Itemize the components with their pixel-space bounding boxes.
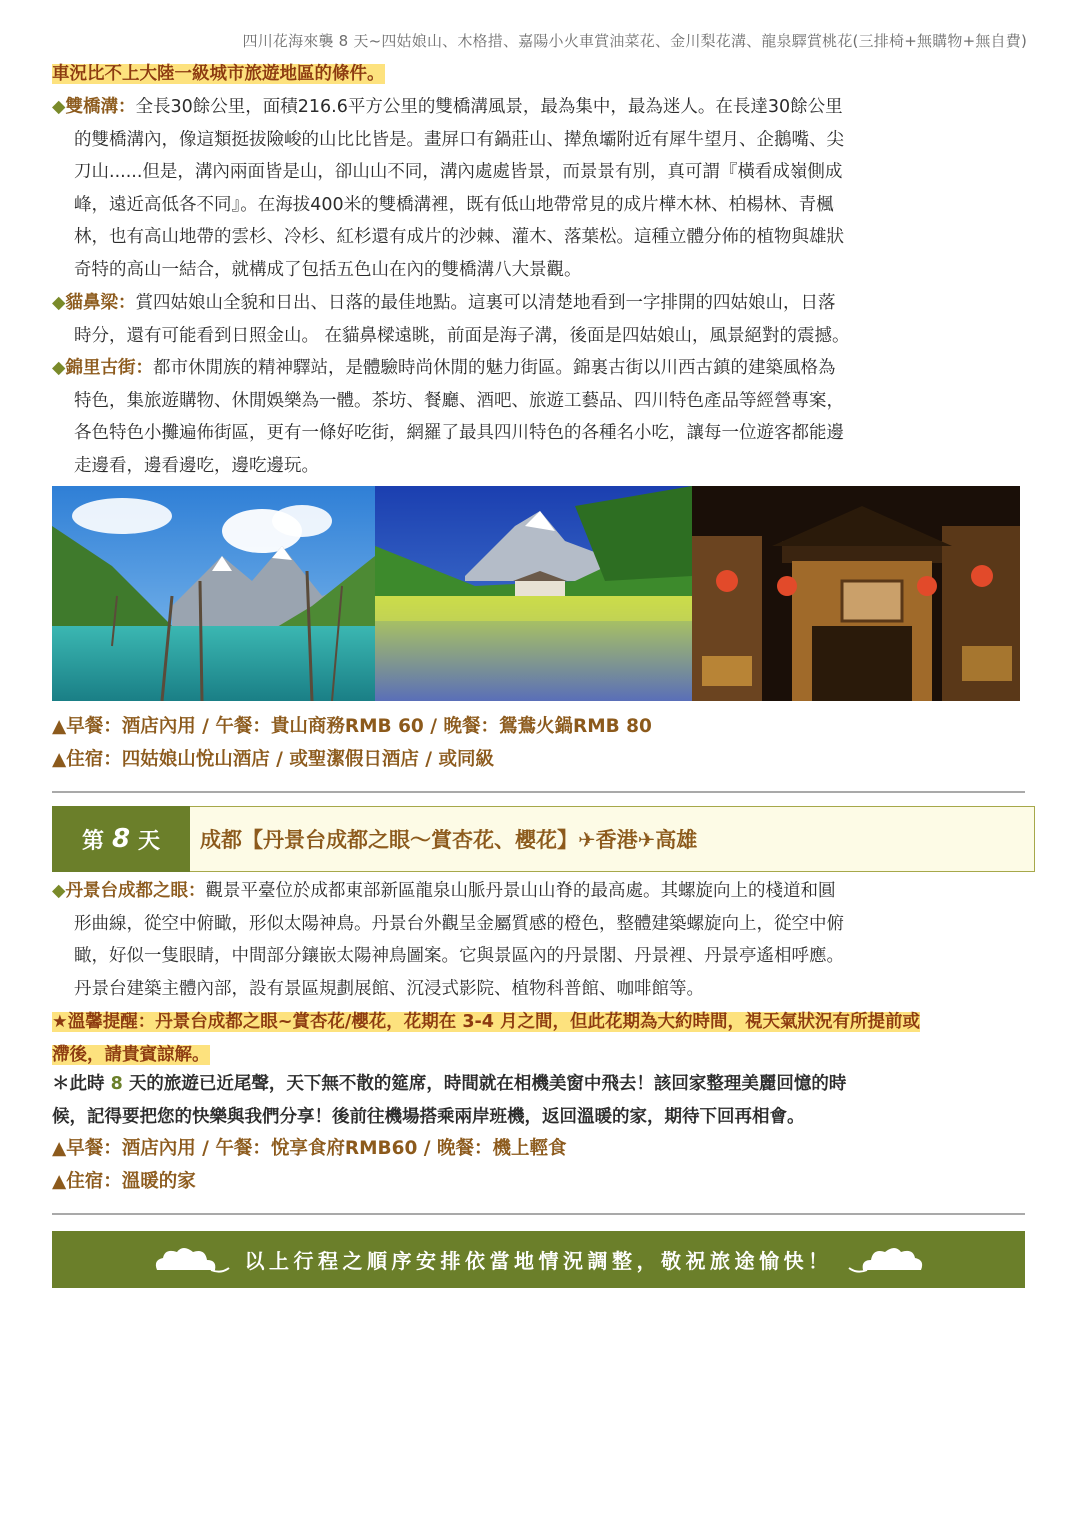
day8-banner [52,806,1035,872]
spot-paragraph [52,352,1032,385]
spot-line: 丹景台建築主體內部，設有景區規劃展館、沉浸式影院、植物科普館、咖啡館等。 [74,978,704,999]
continued-note [52,58,385,91]
spot-line: 各色特色小攤遍佈街區，更有一條好吃街，網羅了最具四川特色的各種名小吃，讓每一位遊客都能邊 [74,423,844,444]
cloud-ornament-icon [847,1240,927,1280]
spot-danjingtai [52,875,1032,1005]
spot-maobiliang [52,287,1032,352]
spot-line: 全長30餘公里，面積216.6平方公里的雙橋溝風景，最為集中，最為迷人。在長達30餘公里 [135,97,843,117]
cloud-ornament-icon [151,1240,231,1280]
day-number: 8 [111,824,131,854]
day8-title: 成都【丹景台成都之眼～賞杏花、櫻花】✈香港✈高雄 [190,806,1035,872]
closing-pre: ＊此時 [52,1074,111,1094]
spot-line: 形曲線，從空中俯瞰，形似太陽神鳥。丹景台外觀呈金屬質感的橙色，整體建築螺旋向上，從空中俯 [74,913,844,934]
spot-line: 走邊看，邊看邊吃，邊吃邊玩。 [74,455,319,476]
reminder-line: ★溫馨提醒：丹景台成都之眼~賞杏花/櫻花，花期在 3-4 月之間，但此花期為大約時間，視天氣狀況有所提前或 [52,1012,921,1032]
day8-badge [52,806,190,872]
continued-note-text: 車況比不上大陸一級城市旅遊地區的條件。 [52,64,385,84]
spot-line: 奇特的高山一結合，就構成了包括五色山在內的雙橋溝八大景觀。 [74,259,582,280]
spot-label: 雙橋溝： [65,97,136,117]
photo-ancient-street [692,486,1020,701]
spot-paragraph [52,91,1032,124]
lake-mountain-image [52,486,375,701]
photo-strip [52,486,1020,701]
day7-meals: ▲早餐：酒店內用 / 午餐：貴山商務RMB 60 / 晚餐：鴛鴦火鍋RMB 80 [52,716,652,737]
meadow-image [375,486,692,701]
day8-hotel: ▲住宿：溫暖的家 [52,1171,196,1192]
reminder-line: 滯後，請貴賓諒解。 [52,1044,210,1065]
photo-lake-mountains [52,486,375,701]
divider [52,1213,1025,1215]
closing-line: 候，記得要把您的快樂與我們分享！後前往機場搭乘兩岸班機，返回溫暖的家，期待下回再相會。 [52,1106,805,1127]
spot-line: 林，也有高山地帶的雲杉、冷杉、紅杉還有成片的沙棘、灌木、落葉松。這種立體分佈的植物與雄狀 [74,227,844,248]
spot-label: 錦里古街： [65,358,153,378]
spot-line: 瞰，好似一隻眼睛，中間部分鑲嵌太陽神鳥圖案。它與景區內的丹景閣、丹景裡、丹景亭遙相呼應。 [74,946,844,967]
spot-line: 時分，還有可能看到日照金山。 在貓鼻樑遠眺，前面是海子溝，後面是四姑娘山，風景絕對的震撼。 [74,325,850,346]
closing-paragraph [52,1068,1032,1133]
day7-hotel: ▲住宿：四姑娘山悅山酒店 / 或聖潔假日酒店 / 或同級 [52,749,495,770]
ancient-street-image [692,486,1020,701]
day-suffix: 天 [138,828,161,854]
diamond-bullet-icon: ◆ [52,881,66,901]
diamond-bullet-icon: ◆ [52,358,66,378]
spot-line: 都市休閒族的精神驛站，是體驗時尚休閒的魅力街區。錦裏古街以川西古鎮的建築風格為 [152,358,836,378]
page-header-title: 四川花海來襲 8 天~四姑娘山、木格措、嘉陽小火車賞油菜花、金川梨花溝、龍泉驛賞桃花(三排椅+無購物+無自費) [242,32,1027,50]
spot-line: 刀山......但是，溝內兩面皆是山，卻山山不同，溝內處處皆景，而景景有別，真可謂『橫看成嶺側成 [74,162,843,183]
spot-label: 貓鼻梁： [65,293,136,313]
spot-paragraph [52,287,1032,320]
day-prefix: 第 [81,828,104,854]
diamond-bullet-icon: ◆ [52,293,66,313]
spot-line: 的雙橋溝內，像這類挺拔險峻的山比比皆是。畫屏口有鍋莊山、撵魚壩附近有犀牛望月、企鵝嘴、尖 [74,129,844,150]
footer-text: 以上行程之順序安排依當地情況調整，敬祝旅途愉快！ [244,1249,833,1273]
spot-line: 峰，遠近高低各不同』。在海拔400米的雙橋溝裡，既有低山地帶常見的成片樺木林、柏楊林、青楓 [74,194,834,215]
spot-line: 賞四姑娘山全貌和日出、日落的最佳地點。這裏可以清楚地看到一字排開的四姑娘山，日落 [135,293,836,313]
spot-paragraph [52,875,1032,908]
closing-mid: 天的旅遊已近尾聲，天下無不散的筵席，時間就在相機美窗中飛去！該回家整理美麗回憶的時 [122,1074,847,1094]
closing-days: 8 [110,1074,123,1094]
warm-reminder [52,1006,1030,1071]
footer-banner [52,1231,1025,1288]
spot-jinli-street [52,352,1032,482]
divider [52,791,1025,793]
spot-label: 丹景台成都之眼： [65,881,206,901]
spot-shuangqiaogou [52,91,1032,287]
spot-line: 觀景平臺位於成都東部新區龍泉山脈丹景山山脊的最高處。其螺旋向上的棧道和圓 [205,881,836,901]
spot-line: 特色，集旅遊購物、休閒娛樂為一體。茶坊、餐廳、酒吧、旅遊工藝品、四川特色產品等經營專案， [74,390,844,411]
day8-meals: ▲早餐：酒店內用 / 午餐：悅享食府RMB60 / 晚餐：機上輕食 [52,1138,567,1159]
diamond-bullet-icon: ◆ [52,97,66,117]
photo-flower-meadow [375,486,692,701]
